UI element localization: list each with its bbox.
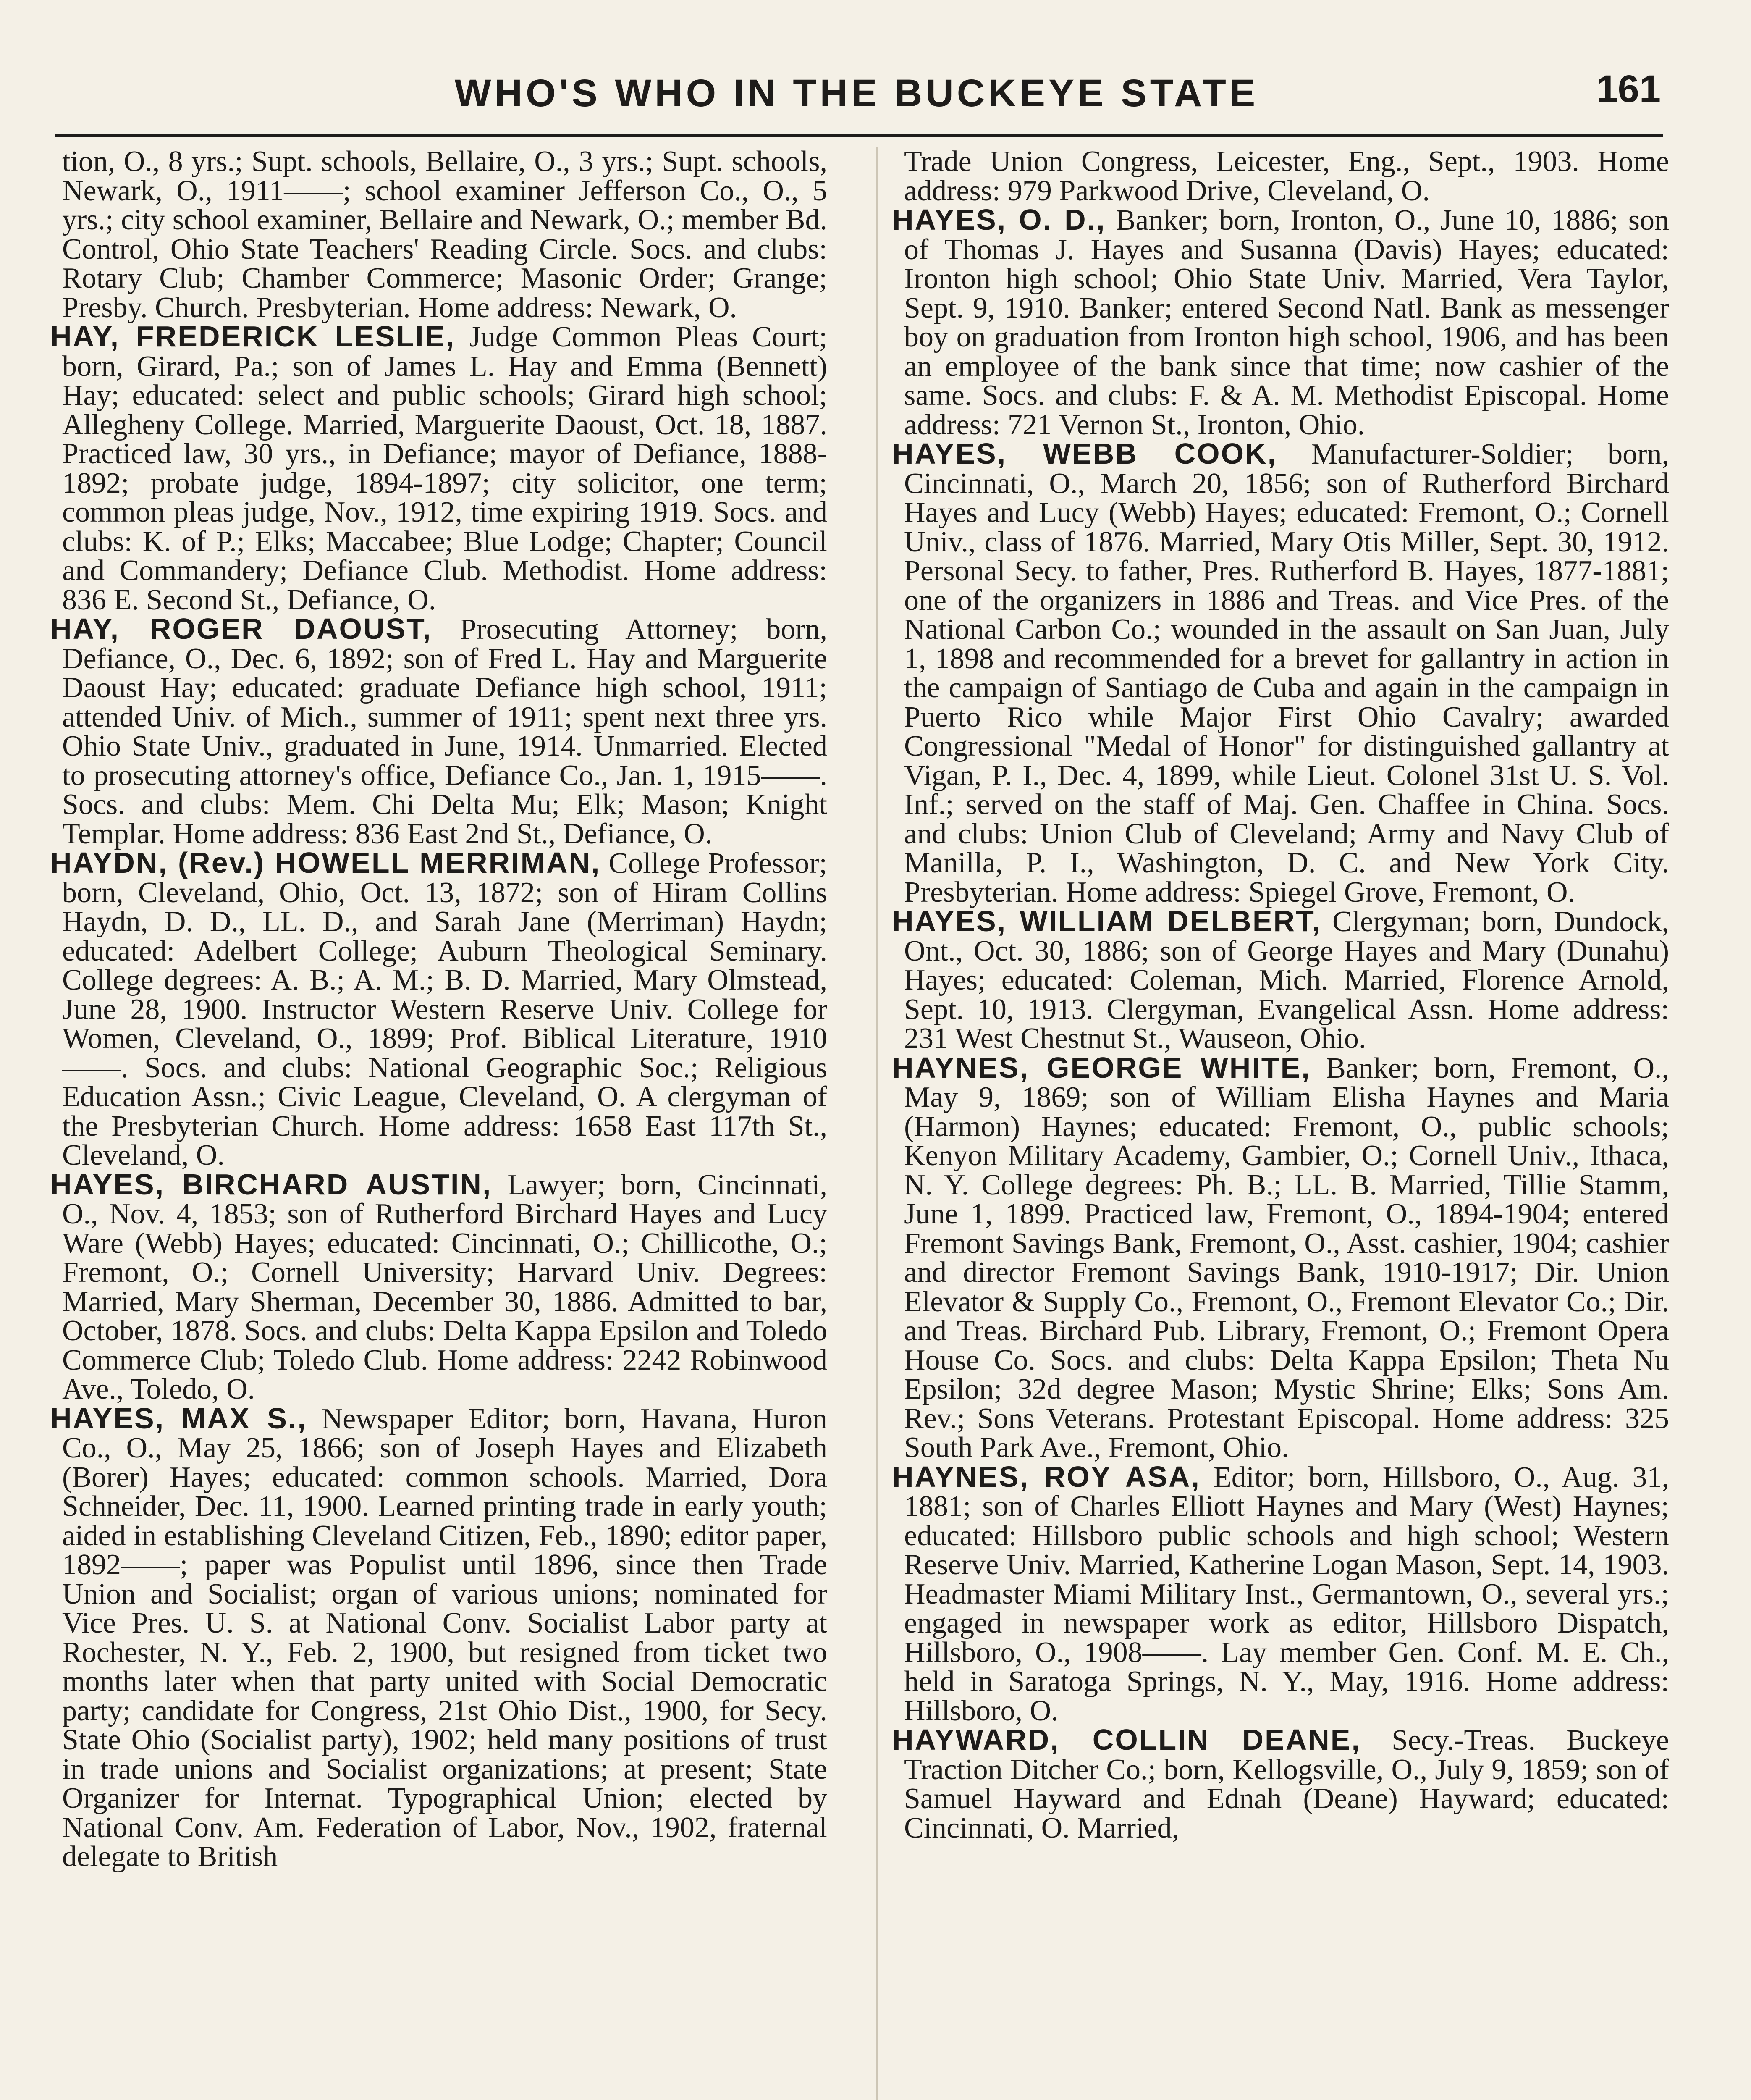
header-rule — [55, 134, 1663, 137]
entry-hayes-o-d — [892, 205, 1669, 439]
entry-name: HAYNES, ROY ASA, — [892, 1460, 1201, 1493]
continued-entry-text: Trade Union Congress, Leicester, Eng., Sept., 1903. Home address: 979 Parkwood Drive, Cleveland, O. — [904, 147, 1669, 207]
entry-name: HAYDN, (Rev.) HOWELL MERRIMAN, — [50, 846, 601, 879]
entry-name: HAYES, MAX S., — [50, 1402, 307, 1435]
entry-haynes-george-white — [892, 1053, 1669, 1462]
entry-body: Lawyer; born, Cincinnati, O., Nov. 4, 1853; son of Rutherford Birchard Hayes and Lucy Ware (Webb) Hayes; educated: Cincinnati, O.; Chillicothe, O.; Fremont, O.; Cornell University; Harvard Univ. Degrees: Married, Mary Sherman, December 30, 1886. Admitted to bar, October, 1878. Socs. and clubs: Delta Kappa Epsilon and Toledo Commerce Club; Toledo Club. Home address: 2242 Robinwood Ave., Toledo, O. — [62, 1168, 827, 1405]
entry-body: Manufacturer-Soldier; born, Cincinnati, O., March 20, 1856; son of Rutherford Birchard Hayes and Lucy (Webb) Hayes; educated: Fremont, O.; Cornell Univ., class of 1876. Married, Mary Otis Miller, Sept. 30, 1912. Personal Secy. to father, Pres. Rutherford B. Hayes, 1877-1881; one of the organizers in 1886 and Treas. and Vice Pres. of the National Carbon Co.; wounded in the assault on San Juan, July 1, 1898 and recommended for a brevet for gallantry in action in the campaign of Santiago de Cuba and again in the campaign in Puerto Rico while Major First Ohio Cavalry; awarded Congressional "Medal of Honor" for distinguished gallantry at Vigan, P. I., Dec. 4, 1899, while Lieut. Colonel 31st U. S. Vol. Inf.; served on the staff of Maj. Gen. Chaffee in China. Socs. and clubs: Union Club of Cleveland; Army and Navy Club of Manilla, P. I., Washington, D. C. and New York City. Presbyterian. Home address: Spiegel Grove, Fremont, O. — [904, 438, 1669, 908]
entry-name: HAYNES, GEORGE WHITE, — [892, 1051, 1311, 1084]
entry-name: HAYES, WEBB COOK, — [892, 437, 1277, 470]
running-head: WHO'S WHO IN THE BUCKEYE STATE — [454, 72, 1259, 115]
continued-entry-text: tion, O., 8 yrs.; Supt. schools, Bellaire, O., 3 yrs.; Supt. schools, Newark, O., 1911——; school examiner Jefferson Co., O., 5 yrs.; city school examiner, Bellaire and Newark, O.; member Bd. Control, Ohio State Teachers' Reading Circle. Socs. and clubs: Rotary Club; Chamber Commerce; Masonic Order; Grange; Presby. Church. Presbyterian. Home address: Newark, O. — [62, 147, 827, 324]
entry-hay-roger-daoust — [50, 614, 827, 848]
entry-haydn-howell-merriman — [50, 848, 827, 1170]
left-column — [50, 147, 827, 2100]
entry-body: Judge Common Pleas Court; born, Girard, Pa.; son of James L. Hay and Emma (Bennett) Hay; educated: select and public schools; Girard high school; Allegheny College. Married, Marguerite Daoust, Oct. 18, 1887. Practiced law, 30 yrs., in Defiance; mayor of Defiance, 1888-1892; probate judge, 1894-1897; city solicitor, one term; common pleas judge, Nov., 1912, time expiring 1919. Socs. and clubs: K. of P.; Elks; Maccabee; Blue Lodge; Chapter; Council and Commandery; Defiance Club. Methodist. Home address: 836 E. Second St., Defiance, O. — [62, 321, 827, 616]
page-header — [52, 67, 1661, 130]
entry-hayes-birchard-austin — [50, 1170, 827, 1404]
entry-body: Clergyman; born, Dundock, Ont., Oct. 30, 1886; son of George Hayes and Mary (Dunahu) Hayes; educated: Coleman, Mich. Married, Florence Arnold, Sept. 10, 1913. Clergyman, Evangelical Assn. Home address: 231 West Chestnut St., Wauseon, Ohio. — [904, 906, 1669, 1055]
entry-body: Newspaper Editor; born, Havana, Huron Co., O., May 25, 1866; son of Joseph Hayes and Elizabeth (Borer) Hayes; educated: common schools. Married, Dora Schneider, Dec. 11, 1900. Learned printing trade in early youth; aided in establishing Cleveland Citizen, Feb., 1890; editor paper, 1892——; paper was Populist until 1896, since then Trade Union and Socialist; organ of various unions; nominated for Vice Pres. U. S. at National Conv. Socialist Labor party at Rochester, N. Y., Feb. 2, 1900, but resigned from ticket two months later when that party united with Social Democratic party; candidate for Congress, 21st Ohio Dist., 1900, for Secy. State Ohio (Socialist party), 1902; held many positions of trust in trade unions and Socialist organizations; at present; State Organizer for Internat. Typographical Union; elected by National Conv. Am. Federation of Labor, Nov., 1902, fraternal delegate to British — [62, 1402, 827, 1873]
entry-name: HAYES, WILLIAM DELBERT, — [892, 905, 1321, 937]
entry-body: Prosecuting Attorney; born, Defiance, O., Dec. 6, 1892; son of Fred L. Hay and Marguerite Daoust Hay; educated: graduate Defiance high school, 1911; attended Univ. of Mich., summer of 1911; spent next three yrs. Ohio State Univ., graduated in June, 1914. Unmarried. Elected to prosecuting attorney's office, Defiance Co., Jan. 1, 1915——. Socs. and clubs: Mem. Chi Delta Mu; Elk; Mason; Knight Templar. Home address: 836 East 2nd St., Defiance, O. — [62, 613, 827, 850]
entry-body: Banker; born, Ironton, O., June 10, 1886; son of Thomas J. Hayes and Susanna (Davis) Hayes; educated: Ironton high school; Ohio State Univ. Married, Vera Taylor, Sept. 9, 1910. Banker; entered Second Natl. Bank as messenger boy on graduation from Ironton high school, 1906, and has been an employee of the bank since that time; now cashier of the same. Socs. and clubs: F. & A. M. Methodist Episcopal. Home address: 721 Vernon St., Ironton, Ohio. — [904, 204, 1669, 441]
entry-body: Banker; born, Fremont, O., May 9, 1869; son of William Elisha Haynes and Maria (Harmon) Haynes; educated: Fremont, O., public schools; Kenyon Military Academy, Gambier, O.; Cornell Univ., Ithaca, N. Y. College degrees: Ph. B.; LL. B. Married, Tillie Stamm, June 1, 1899. Practiced law, Fremont, O., 1894-1904; entered Fremont Savings Bank, Fremont, O., Asst. cashier, 1904; cashier and director Fremont Savings Bank, 1910-1917; Dir. Union Elevator & Supply Co., Fremont, O., Fremont Elevator Co.; Dir. and Treas. Birchard Pub. Library, Fremont, O.; Fremont Opera House Co. Socs. and clubs: Delta Kappa Epsilon; Theta Nu Epsilon; 32d degree Mason; Mystic Shrine; Elks; Sons Am. Rev.; Sons Veterans. Protestant Episcopal. Home address: 325 South Park Ave., Fremont, Ohio. — [904, 1052, 1669, 1464]
right-column — [892, 147, 1669, 2100]
entry-hayward-collin-deane — [892, 1725, 1669, 1843]
entry-name: HAYES, O. D., — [892, 203, 1106, 236]
entry-haynes-roy-asa — [892, 1462, 1669, 1726]
entry-hayes-webb-cook — [892, 439, 1669, 907]
entry-body: College Professor; born, Cleveland, Ohio, Oct. 13, 1872; son of Hiram Collins Haydn, D. D., LL. D., and Sarah Jane (Merriman) Haydn; educated: Adelbert College; Auburn Theological Seminary. College degrees: A. B.; A. M.; B. D. Married, Mary Olmstead, June 28, 1900. Instructor Western Reserve Univ. College for Women, Cleveland, O., 1899; Prof. Biblical Literature, 1910——. Socs. and clubs: National Geographic Soc.; Religious Education Assn.; Civic League, Cleveland, O. A clergyman of the Presbyterian Church. Home address: 1658 East 117th St., Cleveland, O. — [62, 847, 827, 1171]
entry-name: HAY, FREDERICK LESLIE, — [50, 320, 455, 353]
page-number: 161 — [1596, 68, 1661, 110]
entry-body: Editor; born, Hillsboro, O., Aug. 31, 1881; son of Charles Elliott Haynes and Mary (West) Haynes; educated: Hillsboro public schools and high school; Western Reserve Univ. Married, Katherine Logan Mason, Sept. 14, 1903. Headmaster Miami Military Inst., Germantown, O., several yrs.; engaged in newspaper work as editor, Hillsboro Dispatch, Hillsboro, O., 1908——. Lay member Gen. Conf. M. E. Ch., held in Saratoga Springs, N. Y., May, 1916. Home address: Hillsboro, O. — [904, 1461, 1669, 1727]
column-divider — [876, 147, 878, 2100]
entry-hayes-max-s — [50, 1404, 827, 1872]
entry-body: Secy.-Treas. Buckeye Traction Ditcher Co.; born, Kellogsville, O., July 9, 1859; son of Samuel Hayward and Ednah (Deane) Hayward; educated: Cincinnati, O. Married, — [904, 1724, 1669, 1844]
entry-hay-frederick-leslie — [50, 322, 827, 614]
entry-name: HAYWARD, COLLIN DEANE, — [892, 1723, 1361, 1756]
entry-name: HAY, ROGER DAOUST, — [50, 612, 432, 645]
entry-hayes-william-delbert — [892, 907, 1669, 1053]
entry-name: HAYES, BIRCHARD AUSTIN, — [50, 1168, 492, 1201]
